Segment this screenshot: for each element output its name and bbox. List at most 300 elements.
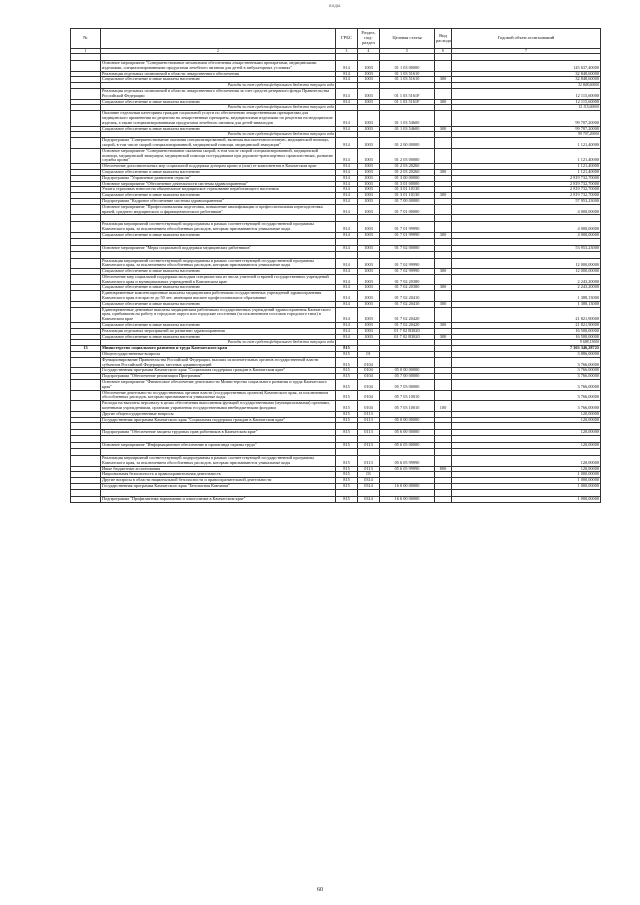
row-target-cell: 01 7 02 R3820 xyxy=(380,328,435,334)
row-section-cell: 0104 xyxy=(358,374,380,380)
row-section-cell: 1003 xyxy=(358,245,380,251)
row-section-cell: 01 xyxy=(358,352,380,358)
row-name-cell: Основное мероприятие "Финансовое обеспечение деятельности Министерства социального развития и труда Камчатского края" xyxy=(101,380,336,391)
row-grbs-cell: 815 xyxy=(336,496,358,502)
spacer-cell xyxy=(380,251,435,258)
table-row xyxy=(71,291,601,302)
row-name-cell: Единовременные компенсационные выплаты медицинским работникам государственных учреждений здравоохранения Камчатского края в возрасте до 50 лет, имеющим высшее профессиональное образование xyxy=(101,291,336,302)
row-expense-type-cell xyxy=(435,138,452,149)
row-name-cell: Обеспечение дополнительных мер социальной поддержки донорам крови и (или) ее компонентов в Камчатском крае xyxy=(101,164,336,170)
table-row xyxy=(71,390,601,401)
row-name-cell: Социальное обеспечение и иные выплаты населению xyxy=(101,77,336,83)
row-section-cell: 1003 xyxy=(358,274,380,285)
row-expense-type-cell xyxy=(435,258,452,269)
row-amount-cell: 3 766,00000 xyxy=(452,368,601,374)
row-grbs-cell: 815 xyxy=(336,390,358,401)
col-header-section: Раздел, под-раздел xyxy=(358,29,380,49)
row-amount-cell: 2 819 732,70000 xyxy=(452,175,601,181)
row-amount-cell: 1 000,00000 xyxy=(452,478,601,484)
spacer-cell xyxy=(380,436,435,443)
col-header-name xyxy=(101,29,336,49)
col-header-target: Целевая статья xyxy=(380,29,435,49)
table-row-spacer xyxy=(71,215,601,222)
row-number-cell xyxy=(71,88,101,99)
spacer-cell xyxy=(452,251,601,258)
row-amount-cell: 120,00000 xyxy=(452,456,601,467)
row-section-cell: 1003 xyxy=(358,334,380,340)
row-expense-type-cell xyxy=(435,496,452,502)
row-grbs-cell: 815 xyxy=(336,357,358,368)
row-target-cell: 01 1 03 51610 xyxy=(380,71,435,77)
row-grbs-cell: 814 xyxy=(336,99,358,105)
spacer-cell xyxy=(452,54,601,61)
row-section-cell: 1003 xyxy=(358,258,380,269)
spacer-cell xyxy=(101,423,336,430)
row-grbs-cell: 815 xyxy=(336,466,358,472)
row-section-cell: 0314 xyxy=(358,483,380,489)
table-row-spacer xyxy=(71,423,601,430)
row-name-cell: Социальное обеспечение и иные выплаты населению xyxy=(101,301,336,307)
table-row-spacer xyxy=(71,489,601,496)
row-section-cell: 1003 xyxy=(358,148,380,163)
row-amount-cell: 1 388,13000 xyxy=(452,301,601,307)
row-grbs-cell: 815 xyxy=(336,456,358,467)
row-amount-cell: 2 243,20000 xyxy=(452,274,601,285)
row-amount-cell: 4 000,00000 xyxy=(452,222,601,233)
row-name-cell: Социальное обеспечение и иные выплаты населению xyxy=(101,232,336,238)
table-row xyxy=(71,204,601,215)
spacer-cell xyxy=(101,436,336,443)
row-grbs-cell: 814 xyxy=(336,164,358,170)
row-expense-type-cell: 300 xyxy=(435,334,452,340)
row-grbs-cell: 815 xyxy=(336,374,358,380)
spacer-cell xyxy=(336,215,358,222)
row-name-cell: Обеспечение деятельности государственных органов власти (государственных органов) Камчатского края, за исключением обособленных расходов, которым присваиваются уникальные коды xyxy=(101,390,336,401)
spacer-cell xyxy=(336,449,358,456)
row-target-cell: 05 6 05 00000 xyxy=(380,443,435,449)
row-expense-type-cell: 300 xyxy=(435,126,452,132)
row-target-cell: 01 7 02 20420 xyxy=(380,323,435,329)
row-target-cell: 01 3 00 00000 xyxy=(380,175,435,181)
spacer-cell xyxy=(336,423,358,430)
spacer-cell xyxy=(358,54,380,61)
table-row xyxy=(71,148,601,163)
row-number-cell xyxy=(71,111,101,126)
row-name-cell: Государственная программа Камчатского края "Безопасная Камчатка" xyxy=(101,483,336,489)
row-amount-cell: 3 886,00000 xyxy=(452,352,601,358)
row-target-cell: 01 7 02 20380 xyxy=(380,274,435,285)
row-grbs-cell: 814 xyxy=(336,269,358,275)
row-name-cell: Министерство социального развития и труда Камчатского края xyxy=(101,346,336,352)
row-section-cell: 1003 xyxy=(358,285,380,291)
spacer-cell xyxy=(452,449,601,456)
row-expense-type-cell: 300 xyxy=(435,193,452,199)
row-target-cell: 01 2 03 00000 xyxy=(380,148,435,163)
row-grbs-cell: 814 xyxy=(336,187,358,193)
row-name-cell: Иные бюджетные ассигнования xyxy=(101,466,336,472)
row-amount-cell: 2 819 732,70000 xyxy=(452,181,601,187)
spacer-cell xyxy=(71,238,101,245)
row-amount-cell: 21 821,90000 xyxy=(452,323,601,329)
row-number-cell xyxy=(71,357,101,368)
row-grbs-cell: 814 xyxy=(336,232,358,238)
row-amount-cell: 32 848,60000 xyxy=(452,77,601,83)
row-grbs-cell: 814 xyxy=(336,307,358,322)
row-name-cell: Уплата страховых взносов на обязательное медицинское страхование неработающего населения xyxy=(101,187,336,193)
row-section-cell: 1003 xyxy=(358,232,380,238)
row-grbs-cell: 815 xyxy=(336,346,358,352)
row-amount-cell: 99 707,20000 xyxy=(452,126,601,132)
spacer-cell xyxy=(358,423,380,430)
row-name-cell: Социальное обеспечение и иные выплаты населению xyxy=(101,334,336,340)
spacer-cell xyxy=(380,54,435,61)
row-amount-cell: 2 819 732,70000 xyxy=(452,193,601,199)
row-name-cell: Подпрограмма "Обеспечение реализации Программы" xyxy=(101,374,336,380)
row-section-cell: 1003 xyxy=(358,126,380,132)
row-name-cell: Основное мероприятие "Информационное обеспечение и пропаганда охраны труда" xyxy=(101,443,336,449)
row-number-cell xyxy=(71,401,101,412)
row-grbs-cell: 814 xyxy=(336,169,358,175)
table-body xyxy=(71,54,601,503)
table-row xyxy=(71,380,601,391)
spacer-cell xyxy=(358,251,380,258)
table-row-spacer xyxy=(71,449,601,456)
row-number-cell xyxy=(71,456,101,467)
row-target-cell: 01 2 03 20260 xyxy=(380,164,435,170)
row-grbs-cell: 814 xyxy=(336,198,358,204)
table-row-spacer xyxy=(71,436,601,443)
row-section-cell: 0104 xyxy=(358,380,380,391)
row-name-cell: Реализация отдельных мероприятий по развитию здравоохранения xyxy=(101,328,336,334)
row-section-cell: 0113 xyxy=(358,417,380,423)
note-amount: 99 707,20000 xyxy=(452,132,601,138)
row-expense-type-cell xyxy=(435,307,452,322)
row-grbs-cell: 815 xyxy=(336,368,358,374)
row-name-cell: Государственная программа Камчатского края "Социальная поддержка граждан в Камчатском крае" xyxy=(101,368,336,374)
spacer-cell xyxy=(71,423,101,430)
row-amount-cell: 1 388,13000 xyxy=(452,291,601,302)
table-row xyxy=(71,357,601,368)
row-name-cell: Функционирование Правительства Российской Федерации, высших исполнительных органов государственной власти субъектов Российской Федерации, местных администраций xyxy=(101,357,336,368)
row-section-cell: 1003 xyxy=(358,204,380,215)
row-expense-type-cell xyxy=(435,148,452,163)
spacer-cell xyxy=(71,215,101,222)
row-section-cell: 0314 xyxy=(358,478,380,484)
row-target-cell: 01 7 01 99990 xyxy=(380,232,435,238)
spacer-cell xyxy=(435,449,452,456)
row-amount-cell: 2 819 732,70000 xyxy=(452,187,601,193)
row-amount-cell: 12 115,60000 xyxy=(452,99,601,105)
row-grbs-cell: 814 xyxy=(336,274,358,285)
row-expense-type-cell: 300 xyxy=(435,77,452,83)
table-header xyxy=(71,29,601,54)
row-grbs-cell: 814 xyxy=(336,291,358,302)
index-cell: 2 xyxy=(101,49,336,54)
row-name-cell: Расходы на выплаты персоналу в целях обеспечения выполнения функций государственными (муниципальными) органами, казенными учреждениями, органами управления государственными внебюджетными фондами xyxy=(101,401,336,412)
row-target-cell: 01 1 03 54600 xyxy=(380,111,435,126)
table-row xyxy=(71,258,601,269)
table-row xyxy=(71,496,601,502)
spacer-cell xyxy=(358,489,380,496)
row-expense-type-cell xyxy=(435,111,452,126)
col-header-expense-type: Вид расхода xyxy=(435,29,452,49)
row-section-cell: 1003 xyxy=(358,323,380,329)
row-section-cell: 1003 xyxy=(358,269,380,275)
row-name-cell: Основное мероприятие "Совершенствование механизмов обеспечения лекарственными препаратами, медицинскими изделиями, специализированными продуктами лечебного питания для детей в амбулаторных условиях" xyxy=(101,61,336,72)
row-section-cell: 0104 xyxy=(358,390,380,401)
index-cell: 6 xyxy=(435,49,452,54)
spacer-cell xyxy=(435,251,452,258)
row-section-cell: 0113 xyxy=(358,456,380,467)
spacer-cell xyxy=(380,238,435,245)
row-amount-cell: 4 000,00000 xyxy=(452,232,601,238)
row-amount-cell: 99 707,20000 xyxy=(452,111,601,126)
row-expense-type-cell: 300 xyxy=(435,169,452,175)
row-name-cell: Основное мероприятие "Обеспечение деятельности системы здравоохранения" xyxy=(101,181,336,187)
row-target-cell: 01 1 03 5161F xyxy=(380,99,435,105)
col-header-num: № xyxy=(71,29,101,49)
row-section-cell: 1003 xyxy=(358,169,380,175)
row-name-cell: Основное мероприятие "Совершенствование оказания скорой, в том числе скорой специализированной, медицинской помощи, медицинской эвакуации, медицинской помощи пострадавшим при дорожно-транспортных происшествиях, развитие службы крови" xyxy=(101,148,336,163)
row-target-cell: 01 1 03 51610 xyxy=(380,77,435,83)
row-target-cell: 01 7 02 20380 xyxy=(380,285,435,291)
row-grbs-cell: 814 xyxy=(336,175,358,181)
row-expense-type-cell xyxy=(435,456,452,467)
row-name-cell: Подпрограмма "Обеспечение защиты трудовых прав работников в Камчатском крае" xyxy=(101,430,336,436)
row-name-cell: Реализация отдельных полномочий в области лекарственного обеспечения за счет средств резервного фонда Правительства Российской Федерации xyxy=(101,88,336,99)
row-target-cell: 01 1 03 54600 xyxy=(380,126,435,132)
row-amount-cell: 1 000,00000 xyxy=(452,483,601,489)
row-grbs-cell: 815 xyxy=(336,443,358,449)
row-amount-cell: 53 953,23000 xyxy=(452,245,601,251)
row-expense-type-cell: 100 xyxy=(435,401,452,412)
spacer-cell xyxy=(71,54,101,61)
row-grbs-cell: 814 xyxy=(336,148,358,163)
spacer-cell xyxy=(101,238,336,245)
row-number-cell xyxy=(71,380,101,391)
row-name-cell: Реализация отдельных полномочий в области лекарственного обеспечения xyxy=(101,71,336,77)
note-text: Расходы за счет средств федерального бюджета текущего года xyxy=(101,132,336,138)
spacer-cell xyxy=(380,489,435,496)
spacer-cell xyxy=(71,436,101,443)
col-header-grbs: ГРБС xyxy=(336,29,358,49)
row-target-cell: 05 0 00 00000 xyxy=(380,368,435,374)
row-amount-cell: 1 121,40000 xyxy=(452,164,601,170)
row-section-cell: 0104 xyxy=(358,368,380,374)
row-name-cell: Реализация мероприятий соответствующей подпрограммы в рамках соответствующей государственной программы Камчатского края, за исключением обособленных расходов, которым присваиваются уникальные коды xyxy=(101,258,336,269)
spacer-cell xyxy=(358,449,380,456)
row-amount-cell: 16 500,00000 xyxy=(452,334,601,340)
row-target-cell: 01 2 03 20260 xyxy=(380,169,435,175)
row-grbs-cell: 815 xyxy=(336,472,358,478)
row-amount-cell: 3 766,00000 xyxy=(452,380,601,391)
row-grbs-cell: 814 xyxy=(336,88,358,99)
row-grbs-cell: 814 xyxy=(336,258,358,269)
row-section-cell: 1003 xyxy=(358,71,380,77)
spacer-cell xyxy=(101,489,336,496)
row-name-cell: Государственная программа Камчатского края "Социальная поддержка граждан в Камчатском крае" xyxy=(101,417,336,423)
row-section-cell: 0113 xyxy=(358,411,380,417)
note-text: Расходы за счет средств федерального бюджета текущего года xyxy=(101,340,336,346)
row-target-cell: 01 7 02 R3820 xyxy=(380,334,435,340)
row-section-cell: 1003 xyxy=(358,328,380,334)
row-grbs-cell: 815 xyxy=(336,478,358,484)
row-section-cell: 1003 xyxy=(358,138,380,149)
row-grbs-cell: 815 xyxy=(336,380,358,391)
row-grbs-cell: 814 xyxy=(336,71,358,77)
spacer-cell xyxy=(358,238,380,245)
row-grbs-cell: 814 xyxy=(336,111,358,126)
row-target-cell: 05 7 03 10010 xyxy=(380,390,435,401)
row-target-cell: 05 7 03 10010 xyxy=(380,401,435,412)
row-grbs-cell: 815 xyxy=(336,417,358,423)
row-target-cell: 01 2 00 00000 xyxy=(380,138,435,149)
row-section-cell: 1003 xyxy=(358,77,380,83)
row-section-cell: 1003 xyxy=(358,301,380,307)
row-number-cell xyxy=(71,148,101,163)
spacer-cell xyxy=(435,215,452,222)
row-target-cell: 16 0 00 00000 xyxy=(380,483,435,489)
row-number-cell xyxy=(71,496,101,502)
row-amount-cell: 12 000,00000 xyxy=(452,269,601,275)
row-name-cell: Социальное обеспечение и иные выплаты населению xyxy=(101,193,336,199)
row-expense-type-cell xyxy=(435,291,452,302)
row-grbs-cell: 814 xyxy=(336,301,358,307)
row-target-cell: 05 6 05 99990 xyxy=(380,456,435,467)
index-cell: 1 xyxy=(71,49,101,54)
row-grbs-cell: 815 xyxy=(336,430,358,436)
table-row xyxy=(71,61,601,72)
row-amount-cell: 120,00000 xyxy=(452,430,601,436)
row-amount-cell: 2 243,20000 xyxy=(452,285,601,291)
row-grbs-cell: 814 xyxy=(336,323,358,329)
table-row-spacer xyxy=(71,54,601,61)
row-target-cell: 01 7 02 99990 xyxy=(380,269,435,275)
row-name-cell: Реализация мероприятий соответствующей подпрограммы в рамках соответствующей государственной программы Камчатского края, за исключением обособленных расходов, которым присваиваются уникальные коды xyxy=(101,456,336,467)
row-amount-cell: 1 121,40000 xyxy=(452,169,601,175)
note-amount: 12 115,60000 xyxy=(452,105,601,111)
row-amount-cell: 21 821,90000 xyxy=(452,307,601,322)
row-target-cell: 05 6 05 99990 xyxy=(380,466,435,472)
spacer-cell xyxy=(452,436,601,443)
spacer-cell xyxy=(380,449,435,456)
row-section-cell: 0314 xyxy=(358,496,380,502)
page-number: 60 xyxy=(317,887,323,893)
row-target-cell: 01 7 01 99990 xyxy=(380,222,435,233)
index-cell: 7 xyxy=(452,49,601,54)
row-grbs-cell: 815 xyxy=(336,411,358,417)
row-section-cell: 1003 xyxy=(358,187,380,193)
spacer-cell xyxy=(336,238,358,245)
row-section-cell: 0104 xyxy=(358,357,380,368)
row-name-cell: Национальная безопасность и правоохранительная деятельность xyxy=(101,472,336,478)
spacer-cell xyxy=(336,251,358,258)
index-cell: 4 xyxy=(358,49,380,54)
row-number-cell xyxy=(71,61,101,72)
row-grbs-cell: 814 xyxy=(336,193,358,199)
index-cell: 3 xyxy=(336,49,358,54)
row-amount-cell: 12 000,00000 xyxy=(452,258,601,269)
spacer-cell xyxy=(101,54,336,61)
row-expense-type-cell: 300 xyxy=(435,301,452,307)
row-number-cell: 13 xyxy=(71,346,101,352)
row-name-cell: Социальное обеспечение и иные выплаты населению xyxy=(101,269,336,275)
row-target-cell: 05 6 00 00000 xyxy=(380,430,435,436)
row-amount-cell: 120,00000 xyxy=(452,417,601,423)
row-grbs-cell: 815 xyxy=(336,483,358,489)
row-grbs-cell: 814 xyxy=(336,61,358,72)
row-grbs-cell: 814 xyxy=(336,126,358,132)
row-section-cell: 1003 xyxy=(358,164,380,170)
row-grbs-cell: 814 xyxy=(336,334,358,340)
row-section-cell: 03 xyxy=(358,472,380,478)
row-section-cell: 0113 xyxy=(358,430,380,436)
row-expense-type-cell: 300 xyxy=(435,323,452,329)
row-name-cell: Другие общегосударственные вопросы xyxy=(101,411,336,417)
table-row xyxy=(71,222,601,233)
row-amount-cell: 145 637,40000 xyxy=(452,61,601,72)
table-row xyxy=(71,111,601,126)
row-name-cell: Оказание отдельным категориям граждан социальной услуги по обеспечению лекарственными препаратами для медицинского применения по рецептам на лекарственные препараты, медицинскими изделиями по рецептам на медицинские изделия, а также специализированными продуктами лечебного питания для детей-инвалидов xyxy=(101,111,336,126)
row-section-cell: 1003 xyxy=(358,222,380,233)
row-number-cell xyxy=(71,291,101,302)
row-expense-type-cell xyxy=(435,357,452,368)
row-name-cell: Социальное обеспечение и иные выплаты населению xyxy=(101,169,336,175)
table-row xyxy=(71,307,601,322)
row-expense-type-cell: 300 xyxy=(435,232,452,238)
row-section-cell: 0104 xyxy=(358,401,380,412)
row-expense-type-cell xyxy=(435,380,452,391)
row-number-cell xyxy=(71,307,101,322)
row-section-cell: 1003 xyxy=(358,307,380,322)
row-amount-cell: 3 766,00000 xyxy=(452,401,601,412)
row-target-cell: 01 7 02 20420 xyxy=(380,307,435,322)
row-number-cell xyxy=(71,204,101,215)
row-amount-cell: 1 000,00000 xyxy=(452,472,601,478)
row-target-cell: 01 7 01 00000 xyxy=(380,204,435,215)
table-row xyxy=(71,88,601,99)
row-target-cell: 05 7 00 00000 xyxy=(380,374,435,380)
row-expense-type-cell xyxy=(435,222,452,233)
row-amount-cell: 120,00000 xyxy=(452,411,601,417)
row-name-cell: Подпрограмма "Профилактика наркомании и алкоголизма в Камчатском крае" xyxy=(101,496,336,502)
row-amount-cell: 4 000,00000 xyxy=(452,204,601,215)
row-name-cell: Социальное обеспечение и иные выплаты населению xyxy=(101,285,336,291)
row-target-cell: 01 3 01 10130 xyxy=(380,193,435,199)
row-name-cell: Основное мероприятие "Профессиональная подготовка, повышение квалификации и профессиональная переподготовка врачей, среднего медицинского и фармацевтического работников" xyxy=(101,204,336,215)
row-grbs-cell: 814 xyxy=(336,204,358,215)
row-number-cell xyxy=(71,390,101,401)
table-row xyxy=(71,456,601,467)
row-target-cell: 05 0 00 00000 xyxy=(380,417,435,423)
spacer-cell xyxy=(452,423,601,430)
row-section-cell: 1003 xyxy=(358,198,380,204)
row-section-cell: 1003 xyxy=(358,88,380,99)
row-target-cell: 01 7 02 20410 xyxy=(380,301,435,307)
row-grbs-cell: 814 xyxy=(336,285,358,291)
row-section-cell: 1003 xyxy=(358,111,380,126)
codes-caption: коды xyxy=(329,4,341,9)
spacer-cell xyxy=(101,449,336,456)
spacer-cell xyxy=(452,238,601,245)
row-grbs-cell: 814 xyxy=(336,181,358,187)
row-section-cell: 1003 xyxy=(358,181,380,187)
note-text: Расходы за счет средств федерального бюджета текущего года xyxy=(101,105,336,111)
row-amount-cell: 16 500,00000 xyxy=(452,328,601,334)
row-target-cell: 05 7 03 00000 xyxy=(380,380,435,391)
row-name-cell: Единовременные денежные выплаты медицинским работникам государственных учреждений здравоохранения Камчатского края, прибывшим на работу в городские округа или городские поселения (за исключением поселков городского типа) в Камчатском крае xyxy=(101,307,336,322)
table-row xyxy=(71,274,601,285)
